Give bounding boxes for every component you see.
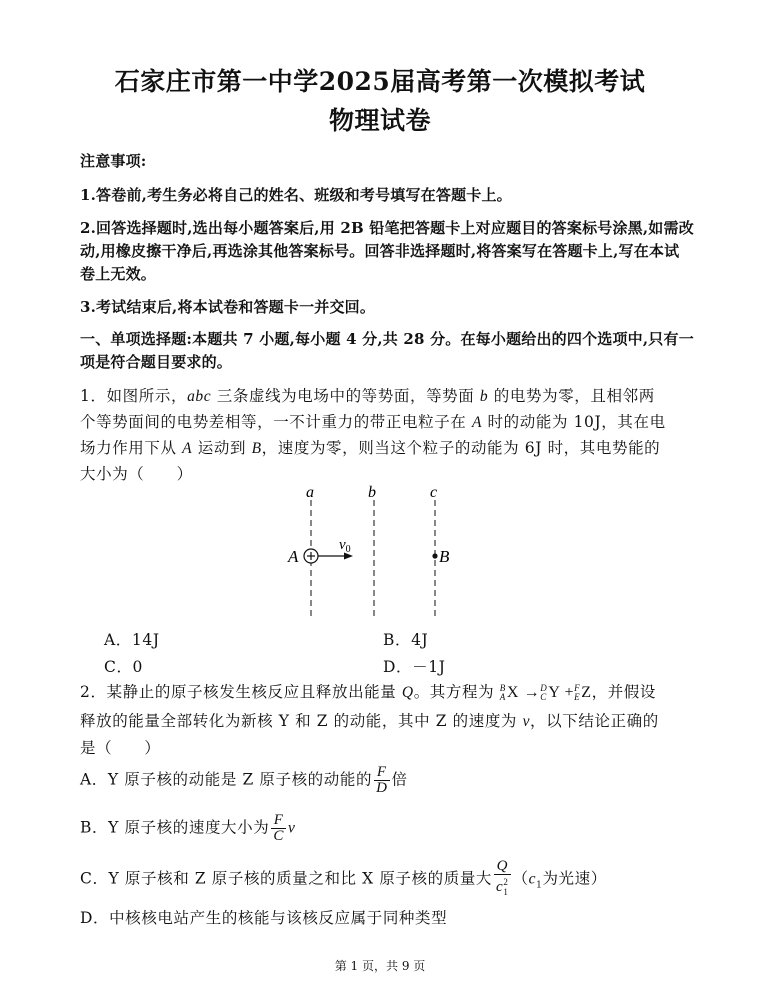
q1-stem-line-2: 个等势面间的电势差相等，一不计重力的带正电粒子在 A 时的动能为 10J，其在电 bbox=[80, 413, 666, 431]
q2-option-d: D．中核核电站产生的核能与该核反应属于同种类型 bbox=[80, 909, 448, 927]
notice-item-2-line-1: 2.回答选择题时,选出每小题答案后,用 2B 铅笔把答题卡上对应题目的答案标号涂黑,如需改 bbox=[80, 219, 694, 237]
label-a: a bbox=[306, 484, 314, 501]
label-A: A bbox=[288, 547, 299, 566]
page-number: 第 1 页，共 9 页 bbox=[334, 959, 426, 973]
q1-stem-line-4: 大小为（ ） bbox=[80, 465, 193, 483]
q1-option-c: C．0 bbox=[104, 658, 144, 676]
exam-subtitle: 物理试卷 bbox=[328, 106, 431, 135]
q1-stem-line-1: 1．如图所示，abc 三条虚线为电场中的等势面，等势面 b 的电势为零，且相邻两 bbox=[80, 387, 655, 405]
q1-option-a: A．14J bbox=[104, 631, 160, 649]
notice-item-2-line-2: 动,用橡皮擦干净后,再选涂其他答案标号。回答非选择题时,将答案写在答题卡上,写在本试 bbox=[80, 242, 680, 260]
q2-stem-line-3: 是（ ） bbox=[80, 739, 161, 757]
notice-item-1: 1.答卷前,考生务必将自己的姓名、班级和考号填写在答题卡上。 bbox=[80, 186, 512, 204]
q2-option-c: C．Y 原子核和 Z 原子核的质量之和比 X 原子核的质量大 $\frac{Q}{c_1^2}$ （$c_1$为光速） bbox=[80, 859, 607, 900]
section-heading-line-1: 一、单项选择题:本题共 7 小题,每小题 4 分,共 28 分。在每小题给出的四个选项中,只有一 bbox=[80, 330, 694, 348]
fraction-f-over-d: $\frac{F}{D}$ bbox=[376, 764, 388, 796]
fraction-f-over-c: $\frac{F}{C}$ bbox=[273, 812, 284, 844]
label-c: c bbox=[430, 484, 438, 501]
q2-option-a: A．Y 原子核的动能是 Z 原子核的动能的 $\frac{F}{D}$ 倍 bbox=[80, 764, 408, 796]
q2-option-b: B．Y 原子核的速度大小为 $\frac{F}{C}$ v bbox=[80, 812, 296, 844]
nuclear-equation: B A X → D C Y + F E Z bbox=[499, 683, 592, 703]
q1-option-b: B．4J bbox=[383, 631, 429, 649]
q2-stem-line-2: 释放的能量全部转化为新核 Y 和 Z 的动能，其中 Z 的速度为 v，以下结论正确的 bbox=[80, 712, 659, 730]
notice-item-2-line-3: 卷上无效。 bbox=[80, 265, 157, 283]
q1-option-d: D．－1J bbox=[383, 658, 446, 676]
section-heading-line-2: 项是符合题目要求的。 bbox=[80, 353, 233, 371]
point-B bbox=[432, 553, 437, 558]
label-v0: $v_0$ bbox=[339, 537, 351, 555]
q2-stem-line-1: 2．某静止的原子核发生核反应且释放出能量 Q。其方程为 B A X → D C Y + F E Z，并假设 bbox=[80, 683, 656, 703]
notice-item-3: 3.考试结束后,将本试卷和答题卡一并交回。 bbox=[80, 298, 376, 316]
notice-heading: 注意事项: bbox=[80, 152, 147, 170]
label-b: b bbox=[368, 484, 376, 501]
fraction-q-over-c1-squared: $\frac{Q}{c_1^2}$ bbox=[496, 858, 509, 897]
q1-stem-line-3: 场力作用下从 A 运动到 B，速度为零，则当这个粒子的动能为 6J 时，其电势能的 bbox=[80, 439, 661, 457]
exam-title: 石家庄市第一中学2025届高考第一次模拟考试 bbox=[114, 67, 646, 96]
q1-figure bbox=[270, 478, 470, 623]
label-B: B bbox=[439, 547, 450, 566]
